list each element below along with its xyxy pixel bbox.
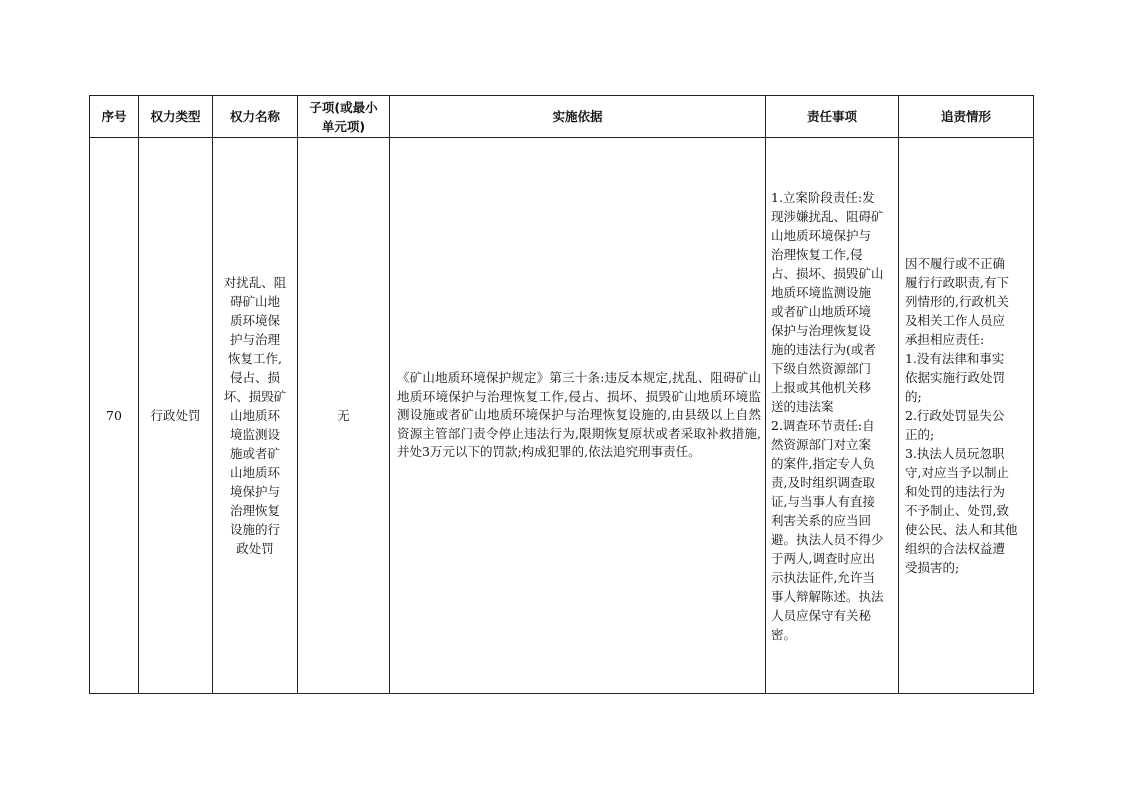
cell-power-type: 行政处罚 <box>139 138 213 694</box>
header-responsibility: 责任事项 <box>766 96 899 138</box>
table-header-row <box>90 96 1034 138</box>
header-accountability: 追责情形 <box>899 96 1034 138</box>
cell-power-name: 对扰乱、阻 碍矿山地 质环境保 护与治理 恢复工作, 侵占、损 坏、损毁矿 山地质环 境监测设 施或者矿 山地质环 境保护与 治理恢复 设施的行 政处罚 <box>213 138 298 694</box>
power-list-table <box>89 95 1034 694</box>
cell-legal-basis: 《矿山地质环境保护规定》第三十条:违反本规定,扰乱、阻碍矿山地质环境保护与治理恢复工作,侵占、损坏、损毁矿山地质环境监测设施或者矿山地质环境保护与治理恢复设施的,由县级以上自然资源主管部门责令停止违法行为,限期恢复原状或者采取补救措施,并处3万元以下的罚款;构成犯罪的,依法追究刑事责任。 <box>390 138 766 694</box>
header-power-type: 权力类型 <box>139 96 213 138</box>
cell-subitem: 无 <box>298 138 390 694</box>
cell-accountability: 因不履行或不正确 履行行政职责,有下 列情形的,行政机关 及相关工作人员应 承担相应责任: 1.没有法律和事实 依据实施行政处罚 的; 2.行政处罚显失公 正的; 3.执法人员玩忽职 守,对应当予以制止 和处罚的违法行为 不予制止、处罚,致 使公民、法人和其他 组织的合法权益遭 受损害的; <box>899 138 1034 694</box>
header-legal-basis: 实施依据 <box>390 96 766 138</box>
header-power-name: 权力名称 <box>213 96 298 138</box>
table-row <box>90 138 1034 694</box>
cell-seq: 70 <box>90 138 139 694</box>
header-seq: 序号 <box>90 96 139 138</box>
header-subitem: 子项(或最小 单元项) <box>298 96 390 138</box>
cell-responsibility: 1.立案阶段责任:发 现涉嫌扰乱、阻碍矿 山地质环境保护与 治理恢复工作,侵 占、损坏、损毁矿山 地质环境监测设施 或者矿山地质环境 保护与治理恢复设 施的违法行为(或者 下级自然资源部门 上报或其他机关移 送的违法案 2.调查环节责任:自 然资源部门对立案 的案件,指定专人负 责,及时组织调查取 证,与当事人有直接 利害关系的应当回 避。执法人员不得少 于两人,调查时应出 示执法证件,允许当 事人辩解陈述。执法 人员应保守有关秘 密。 <box>766 138 899 694</box>
